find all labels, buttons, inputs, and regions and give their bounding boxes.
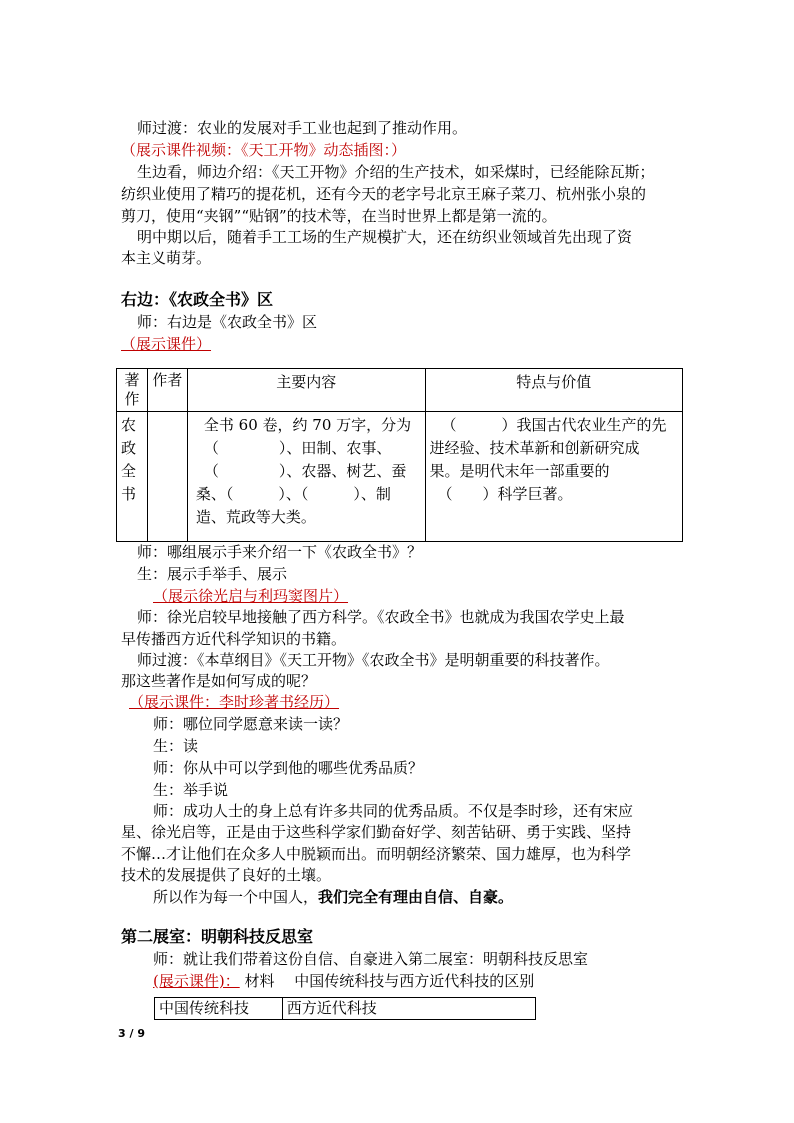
paragraph-line: 生：举手说 — [153, 781, 229, 799]
paragraph-line: 师：哪位同学愿意来读一读？ — [153, 715, 349, 733]
comparison-table — [154, 997, 536, 1020]
paragraph-line: 所以作为每一个中国人，我们完全有理由自信、自豪。 — [153, 888, 514, 906]
courseware-note: (展示课件)： — [153, 972, 240, 990]
paragraph-line: 那这些著作是如何写成的呢？ — [121, 672, 317, 690]
cell-content: 全书 60 卷，约 70 万字，分为 （ ）、田制、农事、 （ ）、农器、树艺、蚕 桑、（ ）、（ ）、制 造、荒政等大类。 — [187, 412, 425, 542]
paragraph-line: 师：哪组展示手来介绍一下《农政全书》？ — [137, 543, 423, 561]
page-number: 3 / 9 — [118, 1027, 145, 1040]
section-heading: 第二展室：明朝科技反思室 — [121, 927, 314, 946]
paragraph-line: 生：读 — [153, 737, 199, 755]
paragraph-line: 纺织业使用了精巧的提花机，还有今天的老字号北京王麻子菜刀、杭州张小泉的 — [121, 185, 647, 203]
cell-value: （ ）我国古代农业生产的先 进经验、技术革新和创新研究成 果。是明代末年一部重要的 （ ）科学巨著。 — [425, 412, 683, 542]
paragraph-line: 生：展示手举手、展示 — [137, 565, 288, 583]
paragraph-line: 师：右边是《农政全书》区 — [137, 313, 318, 331]
paragraph-line: 师：成功人士的身上总有许多共同的优秀品质。不仅是李时珍，还有宋应 — [153, 802, 634, 820]
courseware-note: （展示课件视频：《天工开物》动态插图：） — [121, 141, 407, 159]
paragraph-line: 师：就让我们带着这份自信、自豪进入第二展室：明朝科技反思室 — [153, 950, 589, 968]
paragraph-line: 剪刀，使用“夹钢”“贴钢”的技术等，在当时世界上都是第一流的。 — [121, 207, 557, 225]
paragraph-line: (展示课件)： 材料 中国传统科技与西方近代科技的区别 — [153, 972, 535, 990]
paragraph-line: 技术的发展提供了良好的土壤。 — [121, 866, 332, 884]
section-heading: 右边：《农政全书》区 — [121, 290, 274, 309]
paragraph-line: 早传播西方近代科学知识的书籍。 — [121, 630, 347, 648]
header-value: 特点与价值 — [425, 369, 683, 412]
paragraph-line: 师：徐光启较早地接触了西方科学。《农政全书》也就成为我国农学史上最 — [137, 608, 625, 626]
header-content: 主要内容 — [187, 369, 425, 412]
header-chinese-tech: 中国传统科技 — [155, 998, 283, 1020]
emphasis-text: 我们完全有理由自信、自豪。 — [318, 888, 514, 906]
paragraph-line: 师过渡：《本草纲目》《天工开物》《农政全书》是明朝重要的科技著作。 — [137, 651, 610, 669]
paragraph-line: 师：你从中可以学到他的哪些优秀品质？ — [153, 759, 424, 777]
header-work: 著作 — [117, 369, 148, 412]
cell-author — [147, 412, 187, 542]
nongzheng-table — [116, 368, 683, 542]
cell-work: 农政全书 — [117, 412, 148, 542]
courseware-note: （展示徐光启与利玛窦图片） — [153, 587, 349, 605]
paragraph-line: 本主义萌芽。 — [121, 249, 212, 267]
header-western-tech: 西方近代科技 — [282, 998, 535, 1020]
courseware-note: （展示课件：李时珍著书经历） — [129, 693, 340, 711]
paragraph-line: 师过渡：农业的发展对手工业也起到了推动作用。 — [137, 119, 468, 137]
courseware-note: （展示课件） — [121, 335, 212, 353]
paragraph-line: 生边看，师边介绍：《天工开物》介绍的生产技术，如采煤时，已经能除瓦斯； — [137, 163, 655, 181]
paragraph-line: 不懈…才让他们在众多人中脱颖而出。而明朝经济繁荣、国力雄厚，也为科学 — [121, 845, 632, 863]
header-author: 作者 — [147, 369, 187, 412]
paragraph-line: 明中期以后，随着手工工场的生产规模扩大，还在纺织业领域首先出现了资 — [137, 228, 633, 246]
paragraph-line: 星、徐光启等，正是由于这些科学家们勤奋好学、刻苦钻研、勇于实践、坚持 — [121, 823, 632, 841]
